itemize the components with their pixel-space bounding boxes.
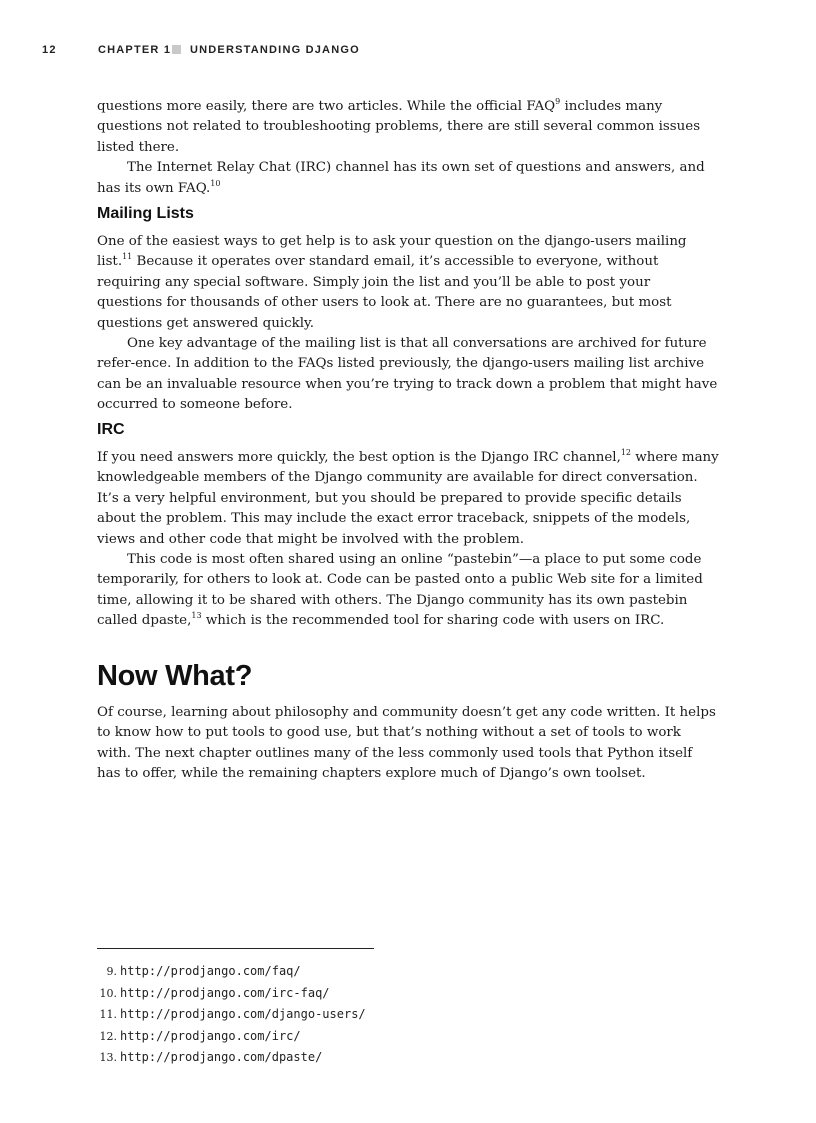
- footnote-link[interactable]: http://prodjango.com/dpaste/: [120, 1050, 323, 1065]
- footnote-ref-12[interactable]: 12: [620, 448, 632, 457]
- intro-section: [97, 97, 719, 199]
- footnote-number: 12.: [99, 1029, 117, 1043]
- mailing-lists-section: [97, 232, 719, 416]
- text-run: includes many questions not related to troubleshooting problems, there are still several common issues listed there.: [97, 99, 701, 155]
- mailing-lists-paragraph-1: [97, 232, 719, 334]
- intro-paragraph-1: [97, 97, 719, 158]
- chapter-title: UNDERSTANDING DJANGO: [190, 44, 360, 56]
- irc-paragraph-2: [97, 550, 719, 632]
- now-what-heading: Now What?: [97, 660, 253, 692]
- footnote-link[interactable]: http://prodjango.com/irc/: [120, 1028, 301, 1043]
- footnote-number: 13.: [99, 1051, 117, 1065]
- chapter-label: CHAPTER 1: [98, 44, 172, 56]
- footnote-item: [97, 982, 597, 1004]
- footnote-item: [97, 1003, 597, 1025]
- footnote-ref-11[interactable]: 11: [122, 252, 133, 262]
- text-run: One of the easiest ways to get help is to ask your question on the django-users mailing list.: [97, 234, 687, 270]
- footnote-item: [97, 960, 597, 982]
- irc-paragraph-1: [97, 448, 719, 550]
- footnote-link[interactable]: http://prodjango.com/django-users/: [120, 1007, 366, 1022]
- text-run: where many knowledgeable members of the Django community are available for direct conversation. It’s a very helpful environment, but you should be prepared to provide specific details about the problem. This may include the exact error traceback, snippets of the models, views and other code that might be involved with the problem.: [97, 450, 719, 547]
- text-run: If you need answers more quickly, the best option is the Django IRC channel,: [97, 450, 621, 465]
- footnote-number: 10.: [99, 986, 117, 1000]
- irc-heading: IRC: [97, 421, 125, 438]
- footnote-link[interactable]: http://prodjango.com/irc-faq/: [120, 985, 330, 1000]
- mailing-lists-paragraph-2: One key advantage of the mailing list is that all conversations are archived for future refer-ence. In addition to the FAQs listed previously, the django-users mailing list archive can be an invaluable resource when you’re trying to track down a problem that might have occurred to someone before.: [97, 336, 718, 413]
- running-header: [0, 44, 816, 60]
- text-run: which is the recommended tool for sharing code with users on IRC.: [201, 613, 665, 629]
- now-what-section: [97, 703, 719, 785]
- text-run: The Internet Relay Chat (IRC) channel has its own set of questions and answers, and has its own FAQ.: [97, 160, 705, 196]
- footnotes-list: [97, 960, 597, 1068]
- header-separator-square: [172, 45, 181, 54]
- footnote-number: 9.: [106, 965, 117, 978]
- footnote-divider: [97, 948, 374, 949]
- footnote-number: 11.: [99, 1008, 117, 1022]
- footnote-link[interactable]: http://prodjango.com/faq/: [120, 964, 301, 978]
- footnote-item: [97, 1046, 597, 1068]
- footnote-item: [97, 1025, 597, 1047]
- irc-section: [97, 448, 719, 632]
- now-what-paragraph: Of course, learning about philosophy and community doesn’t get any code written. It helps to know how to put tools to good use, but that’s nothing without a set of tools to work with. The next chapter outlines many of the less commonly used tools that Python itself has to offer, while the remaining chapters explore much of Django’s own toolset.: [97, 705, 716, 782]
- text-run: questions more easily, there are two articles. While the official FAQ: [97, 99, 556, 114]
- footnote-ref-13[interactable]: 13: [191, 611, 202, 621]
- page-number: 12: [42, 44, 57, 56]
- footnote-ref-10[interactable]: 10: [210, 178, 221, 188]
- text-run: Because it operates over standard email, it’s accessible to everyone, without requiring any special software. Simply join the list and you’ll be able to post your questions for thousands of other users to look at. There are no guarantees, but most questions get answered quickly.: [97, 254, 672, 331]
- footnote-ref-9[interactable]: 9: [555, 97, 561, 106]
- mailing-lists-heading: Mailing Lists: [97, 205, 194, 222]
- text-run: This code is most often shared using an online “pastebin”—a place to put some code temporarily, for others to look at. Code can be pasted onto a public Web site for a limited time, allowing it to be shared with others. The Django community has its own pastebin called dpaste,: [97, 552, 703, 629]
- intro-paragraph-2: [97, 158, 719, 199]
